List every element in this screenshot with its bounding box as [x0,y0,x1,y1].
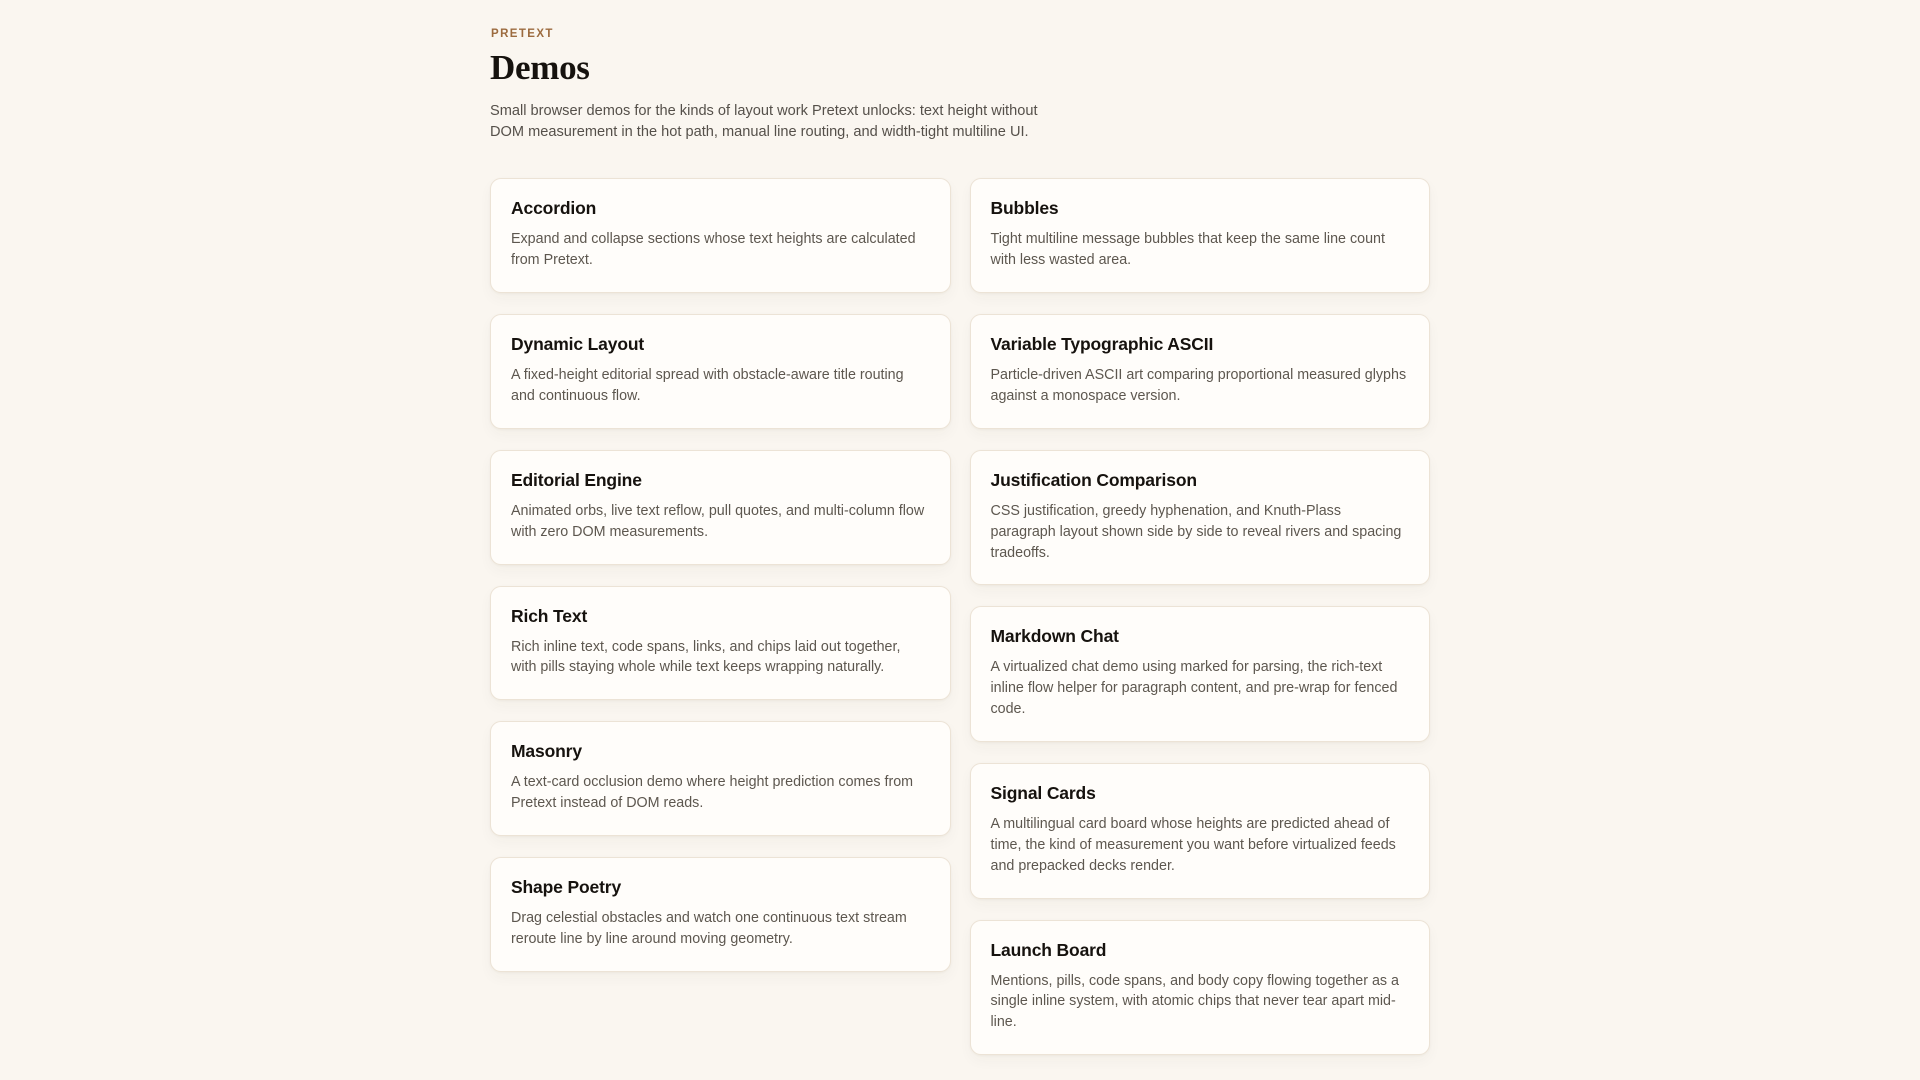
demo-card-description: A text-card occlusion demo where height prediction comes from Pretext instead of DOM reads. [511,774,914,812]
demo-card[interactable] [490,178,951,293]
demo-card-title: Markdown Chat [990,626,1119,647]
demo-card[interactable] [970,920,1431,1056]
demo-card[interactable] [970,178,1431,293]
demo-card[interactable] [970,314,1431,429]
demo-card-title: Rich Text [511,605,588,626]
demo-card[interactable] [970,606,1431,742]
demo-card-description: Drag celestial obstacles and watch one continuous text stream reroute line by line around moving geometry. [511,910,907,947]
demo-card-title: Dynamic Layout [511,334,645,355]
demo-card-description: Rich inline text, code spans, links, and chips laid out together, with pills staying whole while text keeps wrapping naturally. [511,638,901,676]
brand-eyebrow: PRETEXT [491,28,554,40]
demo-card-title: Editorial Engine [511,469,642,490]
demo-card-title: Justification Comparison [990,469,1197,490]
demo-card-description: Animated orbs, live text reflow, pull quotes, and multi-column flow with zero DOM measurements. [511,502,925,540]
demo-card[interactable] [490,721,951,836]
demo-card-title: Shape Poetry [511,877,622,898]
content-container [490,0,1430,1055]
demo-card-description: Tight multiline message bubbles that keep the same line count with less wasted area. [990,231,1385,269]
page-title: Demos [490,48,590,87]
demo-card-description: Mentions, pills, code spans, and body copy flowing together as a single inline system, with atomic chips that never tear apart mid-line. [990,972,1400,1031]
demo-card-title: Bubbles [990,198,1059,219]
demo-card-title: Variable Typographic ASCII [990,334,1214,355]
demo-card-description: A fixed-height editorial spread with obstacle-aware title routing and continuous flow. [511,367,904,405]
demo-card-description: A virtualized chat demo using marked for parsing, the rich-text inline flow helper for paragraph content, and pre-wrap for fenced code. [990,659,1398,718]
demo-card[interactable] [490,314,951,429]
demo-card-description: CSS justification, greedy hyphenation, and Knuth-Plass paragraph layout shown side by side to reveal rivers and spacing tradeoffs. [990,502,1402,561]
page-intro: Small browser demos for the kinds of layout work Pretext unlocks: text height without DOM measurement in the hot path, manual line routing, and width-tight multiline UI. [490,103,1038,140]
demo-card-title: Launch Board [990,939,1107,960]
demo-card-title: Masonry [511,741,582,762]
demo-column-left [490,178,951,1055]
demo-card[interactable] [490,857,951,972]
demo-card[interactable] [490,450,951,565]
demo-card[interactable] [490,586,951,701]
demo-card-title: Signal Cards [990,783,1096,804]
demo-card[interactable] [970,450,1431,586]
demo-card-description: Expand and collapse sections whose text heights are calculated from Pretext. [511,231,916,269]
demo-column-right [970,178,1431,1055]
demo-card-title: Accordion [511,198,597,219]
demo-card-grid [490,178,1430,1055]
demo-card[interactable] [970,763,1431,899]
demo-card-description: A multilingual card board whose heights are predicted ahead of time, the kind of measurement you want before virtualized feeds and prepacked decks render. [990,816,1396,874]
demo-card-description: Particle-driven ASCII art comparing proportional measured glyphs against a monospace version. [990,367,1407,405]
